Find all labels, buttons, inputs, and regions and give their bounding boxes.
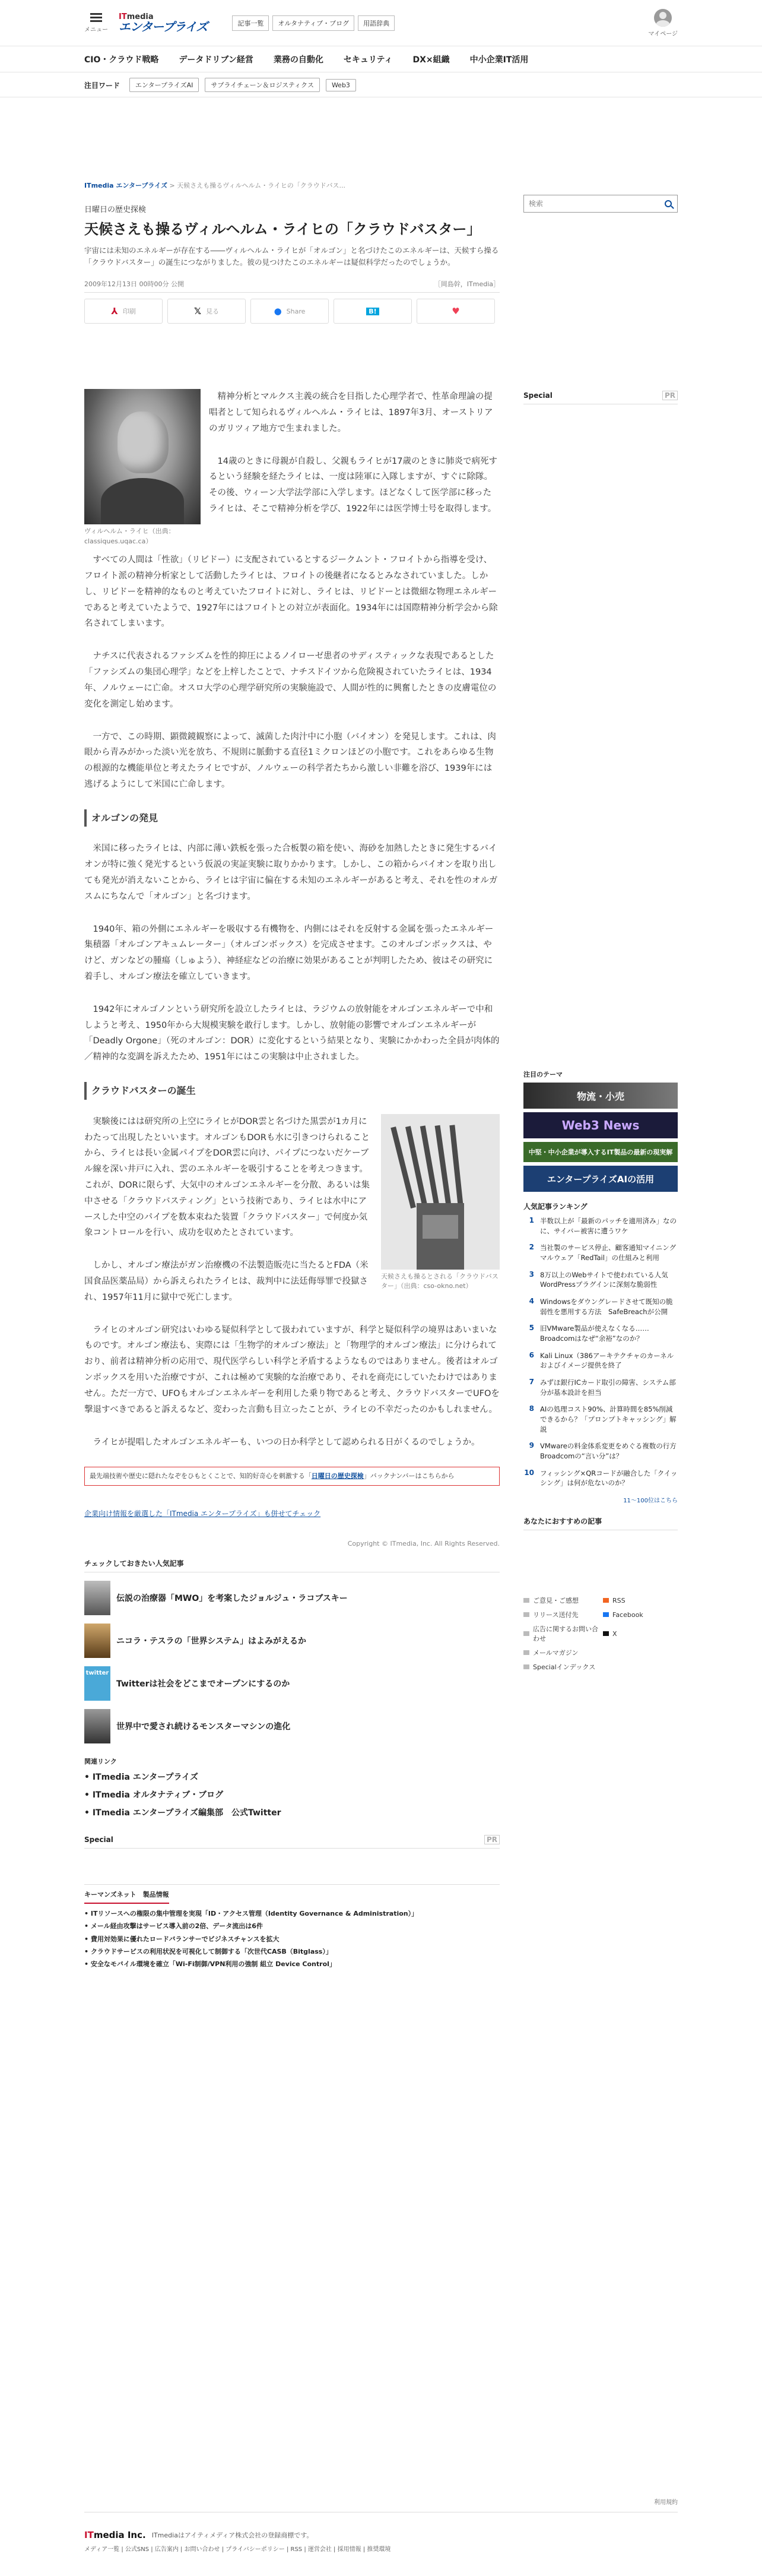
nav-dx[interactable]: DX×組織 <box>412 55 450 65</box>
print-button[interactable]: ⅄ 印刷 <box>84 299 163 324</box>
paragraph-8: 1942年にオルゴノンという研究所を設立したライヒは、ラジウムの放射能をオルゴンエネルギーで中和しようと考え、1950年から大規模実験を敢行します。しかし、放射能の影響でオルゴンエネルギーが「Deadly Orgone」（死のオルゴン：DOR）に変化するという結果となり、実験にかかわった全員が肉体的／精神的な変調を訴えたため、1951年にはこの実験は中止されました。 <box>84 1004 500 1062</box>
pdf-icon: ⅄ <box>111 306 118 317</box>
release-link[interactable]: リリース送付先 <box>523 1610 598 1619</box>
keymans-item[interactable]: • ITリソースへの権限の集中管理を実現「ID・アクセス管理（Identity Governance & Administration）」 <box>84 1910 500 1918</box>
paragraph-10: しかし、オルゴン療法がガン治療機の不法製造販売に当たるとFDA（米国食品医薬品局）から訴えられたライヒは、裁判中に法廷侮辱罪で投獄され、1957年11月に獄中で死亡します。 <box>84 1261 369 1302</box>
ranking-item[interactable]: 5 旧VMware製品が使えなくなる……Broadcomはなぜ“余裕”なのか？ <box>529 1324 649 1343</box>
top-link-glossary[interactable]: 用語辞典 <box>358 15 395 31</box>
popular-articles-title: チェックしておきたい人気記事 <box>84 1558 500 1572</box>
pr-badge: PR <box>662 391 678 400</box>
site-logo[interactable] <box>119 13 207 33</box>
paragraph-1: 精神分析とマルクス主義の統合を目指した心理学者で、性革命理論の提唱者として知られるヴィルヘルム・ライヒは、1897年3月、オーストリアのガリツィア地方で生まれました。 <box>209 392 493 433</box>
main-nav <box>0 46 762 72</box>
breadcrumb-current: > 天候さえも操るヴィルヘルム・ライヒの「クラウドバス... <box>167 182 346 189</box>
series-note: 最先端技術や歴史に隠れたなぞをひもとくことで、知的好奇心を刺激する「日曜日の歴史探検」バックナンバーはこちらから <box>84 1467 500 1486</box>
popular-item[interactable]: 世界中で愛され続けるモンスターマシンの進化 <box>84 1709 500 1743</box>
paragraph-6: 米国に移ったライヒは、内部に薄い鉄板を張った合板製の箱を使い、海砂を加熱したときに発生するバイオンが特に強く発光するという仮説の実証実験に取りかかります。しかし、この箱からバイオンを取り出しても発光が消えないことから、ライヒは宇宙に偏在する未知のエネルギーがあると考え、それを性のオルガスムにちなんで「オルゴン」と名づけます。 <box>84 844 498 901</box>
chip-enterprise-ai[interactable]: エンタープライズAI <box>129 78 199 92</box>
logo-itmedia: ITmedia <box>119 12 154 21</box>
search-box <box>523 195 678 213</box>
ranking-title: 人気記事ランキング <box>523 1202 588 1211</box>
article-lead: 宇宙には未知のエネルギーが存在する――ヴィルヘルム・ライヒが「オルゴン」と名づけたこのエネルギーは、天候すら操る「クラウドバスター」の誕生につながりました。彼の見つけたこのエネルギーは疑似科学だったのでしょうか。 <box>84 246 499 267</box>
popular-thumbnail <box>84 1581 110 1615</box>
footer-brand <box>84 2530 678 2540</box>
twitter-thumbnail: twitter <box>84 1666 110 1701</box>
facebook-link[interactable]: Facebook <box>603 1610 678 1619</box>
x-share-button[interactable]: 𝕏 見る <box>167 299 246 324</box>
keymans-net-box <box>84 1884 500 1969</box>
figure-caption-reich: ヴィルヘルム・ライヒ（出典：classiques.uqac.ca） <box>84 527 175 545</box>
footer-links[interactable]: メディア一覧 | 公式SNS | 広告案内 | お問い合わせ | プライバシーポリシー | RSS | 運営会社 | 採用情報 | 推奨環境 <box>84 2546 391 2553</box>
pr-badge: PR <box>484 1835 500 1844</box>
ranking-item[interactable]: 10 フィッシング×QRコードが融合した「クイッシング」は何が危ないのか？ <box>524 1468 678 1488</box>
related-links-title: 関連リンク <box>84 1757 117 1765</box>
mypage-button[interactable] <box>648 9 678 37</box>
popular-thumbnail <box>84 1624 110 1658</box>
rss-icon <box>603 1598 609 1603</box>
enterprise-check-link[interactable]: 企業向け情報を厳選した「ITmedia エンタープライズ」も併せてチェック <box>84 1509 321 1518</box>
related-link-item[interactable]: • ITmedia エンタープライズ <box>84 1771 500 1783</box>
banner-web3[interactable]: Web3 News <box>523 1112 678 1138</box>
feedback-link[interactable]: ご意見・ご感想 <box>523 1596 598 1605</box>
nav-security[interactable]: セキュリティ <box>343 55 393 65</box>
sidebar <box>523 97 684 1973</box>
related-link-item[interactable]: • ITmedia オルタナティブ・ブログ <box>84 1789 500 1800</box>
top-header <box>0 0 762 46</box>
paragraph-5: 一方で、この時期、顕微鏡観察によって、滅菌した肉汁中に小胞（バイオン）を発見します。これは、肉眼から青みがかった淡い光を放ち、不規則に脈動する直径1ミクロンほどの小胞です。これをあらゆる生物の根源的な機能単位と考えたライヒですが、ノルウェーの科学者たちから激しい非難を浴び、1939年には逃げるようにして米国に亡命します。 <box>84 732 496 789</box>
paragraph-12: ライヒが提唱したオルゴンエネルギーも、いつの日か科学として認められる日がくるのでしょうか。 <box>93 1437 480 1447</box>
x-link[interactable]: X <box>603 1624 678 1643</box>
pocket-icon: ♥ <box>452 306 460 317</box>
nav-smb[interactable]: 中小企業IT活用 <box>469 55 529 65</box>
keymans-item[interactable]: • 費用対効果に優れたロードバランサーでビジネスチャンスを拡大 <box>84 1935 500 1944</box>
keymans-item[interactable]: • クラウドサービスの利用状況を可視化して制御する「次世代CASB（Bitglass）」 <box>84 1948 500 1956</box>
search-input[interactable] <box>524 195 659 212</box>
search-button[interactable] <box>659 195 677 212</box>
figure-caption-cloudbuster: 天候さえも操るとされる「クラウドバスター」（出典：cso-okno.net） <box>381 1272 499 1290</box>
banner-smb-it[interactable]: 中堅・中小企業が導入するIT製品の最新の現実解 <box>523 1142 678 1162</box>
paragraph-4: ナチスに代表されるファシズムを性的抑圧によるノイローゼ患者のサディスティックな表現であるとした「ファシズムの集団心理学」などを上梓したことで、ナチスドイツから危険視されていたライヒは、1934年、ノルウェーに亡命。オスロ大学の心理学研究所の実験施設で、人間が性的に興奮したときの皮膚電位の変化を測定し始めます。 <box>84 651 497 709</box>
x-icon: 𝕏 <box>193 306 202 317</box>
keymans-item[interactable]: • 安全なモバイル環境を確立「Wi-Fi制御/VPN利用の強制 組立 Device Control」 <box>84 1960 500 1969</box>
square-icon <box>523 1598 529 1603</box>
theme-title: 注目のテーマ <box>523 1071 563 1078</box>
reich-portrait-image <box>84 389 201 524</box>
section-heading-cloudbuster: クラウドバスターの誕生 <box>84 1082 500 1100</box>
paragraph-7: 1940年、箱の外側にエネルギーを吸収する有機物を、内側にはそれを反射する金属を張ったエネルギー集積器「オルゴンアキュムレーター」（オルゴンボックス）を完成させます。このオルゴンボックスは、やけど、ガンなどの腫瘍（しゅよう）、神経症などの治療に効果があることが判明したため、彼はその研究に着手し、オルゴン療法を確立していきます。 <box>84 924 494 982</box>
pocket-share-button[interactable] <box>417 299 495 324</box>
ranking-item[interactable]: 1 半数以上が「最新のパッチを適用済み」なのに、サイバー被害に遭うワケ <box>529 1216 677 1235</box>
chip-supply-chain[interactable]: サプライチェーン＆ロジスティクス <box>205 78 320 92</box>
footer-description: ITmediaはアイティメディア株式会社の登録商標です。 <box>151 2531 313 2539</box>
square-icon <box>523 1650 529 1655</box>
cloudbuster-image <box>381 1114 500 1270</box>
top-links <box>232 15 395 31</box>
ranking-more-link[interactable]: 11～100位はこちら <box>623 1498 678 1505</box>
section-heading-orgone: オルゴンの発見 <box>84 809 500 827</box>
terms-link[interactable]: 利用規約 <box>654 2499 678 2506</box>
article-title: 天候さえも操るヴィルヘルム・ライヒの「クラウドバスター」 <box>84 221 481 238</box>
special-side-header: Special PR <box>523 391 678 404</box>
special-main-header: Special PR <box>84 1835 500 1849</box>
ranking-item[interactable]: 9 VMwareの料金体系変更をめぐる複数の行方 Broadcomの“言い分”は？ <box>529 1441 684 1461</box>
related-link-item[interactable]: • ITmedia エンタープライズ編集部 公式Twitter <box>84 1806 500 1818</box>
popular-item[interactable]: twitter Twitterは社会をどこまでオープンにするのか <box>84 1666 500 1701</box>
logo-enterprise: エンタープライズ <box>119 20 208 34</box>
chip-web3[interactable]: Web3 <box>326 79 356 91</box>
ranking-item[interactable]: 7 みずほ銀行ICカード取引の障害、システム部分が基本設計を担当 <box>529 1378 676 1397</box>
figure-cloudbuster <box>381 1114 500 1292</box>
keymans-title: キーマンズネット 製品情報 <box>84 1890 169 1904</box>
keymans-item[interactable]: • メール経由攻撃はサービス導入前の2倍、データ流出は6件 <box>84 1922 500 1931</box>
banner-logistics[interactable]: 物流・小売 <box>523 1083 678 1109</box>
facebook-share-button[interactable]: ● Share <box>250 299 329 324</box>
paragraph-3: すべての人間は「性欲」（リビドー）に支配されているとするジークムント・フロイトから指導を受け、フロイト派の精神分析家として活動したライヒは、フロイトの後継者になるとみなされていました。しかし、リビドーを精神的なものと考えていたフロイトに対し、ライヒは、リビドーとは微細な物理エネルギーであると考えていたようで、1927年にはフロイトとの対立が表面化。1934年には国際精神分析学会から除名されてしまいます。 <box>84 555 498 629</box>
chips-label: 注目ワード <box>84 81 120 90</box>
mypage-label: マイページ <box>648 30 678 37</box>
popular-item[interactable]: ニコラ・テスラの「世界システム」はよみがえるか <box>84 1624 500 1658</box>
nav-cio[interactable]: CIO・クラウド戦略 <box>84 55 159 65</box>
main-column <box>84 97 500 1973</box>
paragraph-2: 14歳のときに母親が自殺し、父親もライヒが17歳のときに肺炎で病死するという経験を経たライヒは、一度は陸軍に入隊しますが、すぐに除隊。その後、ウィーン大学法学部に入学します。ほどなくして医学部に移ったライヒは、そこで精神分析を学び、1922年には医学博士号を取得します。 <box>209 456 497 514</box>
series-backnumber-link[interactable]: 日曜日の歴史探検 <box>311 1472 364 1480</box>
ad-inquiry-link[interactable]: 広告に関するお問い合わせ <box>523 1624 598 1643</box>
article-meta <box>84 279 500 293</box>
x-icon <box>603 1631 609 1636</box>
keymans-list <box>84 1910 500 1969</box>
ranking-item[interactable]: 6 Kali Linux（386アーキテクチャのカーネルおよびイメージ提供を終了 <box>529 1350 674 1370</box>
paragraph-11: ライヒのオルゴン研究はいわゆる疑似科学として扱われていますが、科学と疑似科学の境界はあいまいなものです。オルゴン療法も、実際には「生物学的オルゴン療法」と「物理学的オルゴン療法」に分けられており、前者は精神分析の応用で、現代医学らしい科学と矛盾するようなものではありません。後者はオルゴンボックスを用いた治療ですが、これは極めて実験的な治療であり、それを商売にしていたわけではありません。ただ一方で、UFOもオルゴンエネルギーを利用した乗り物であると考え、クラウドバスターでUFOを撃退すべきであると訴えるなど、変わった言動も目立ったことが、ライヒの不幸だったのかもしれません。 <box>84 1325 500 1414</box>
rss-link[interactable]: RSS <box>603 1596 678 1605</box>
footer <box>0 2499 762 2553</box>
footer-logo[interactable]: ITmedia Inc. <box>84 2530 146 2540</box>
ranking-item[interactable]: 3 8万以上のWebサイトで使われている人気WordPressプラグインに深刻な脆弱性 <box>529 1270 668 1289</box>
series-kicker: 日曜日の歴史探検 <box>84 205 147 214</box>
publish-date: 2009年12月13日 00時00分 公開 <box>84 280 184 289</box>
menu-button[interactable] <box>84 13 108 33</box>
ranking-list <box>523 1216 684 1488</box>
menu-label: メニュー <box>84 26 108 33</box>
byline: ［岡島幹，ITmedia］ <box>434 280 500 289</box>
hamburger-icon <box>90 13 102 22</box>
banner-enterprise-ai[interactable]: エンタープライズAIの活用 <box>523 1166 678 1192</box>
search-icon <box>665 200 672 207</box>
copyright: Copyright © ITmedia, Inc. All Rights Reserved. <box>347 1539 500 1548</box>
facebook-icon: ● <box>274 306 282 317</box>
ranking-item[interactable]: 4 Windowsをダウングレードさせて既知の脆弱性を悪用する方法 SafeBreachが公開 <box>529 1297 673 1316</box>
top-link-articles[interactable]: 記事一覧 <box>232 15 269 31</box>
sidebar-links <box>523 1596 678 1672</box>
breadcrumb <box>84 181 500 190</box>
square-icon <box>523 1664 529 1669</box>
top-link-blog[interactable]: オルタナティブ・ブログ <box>272 15 354 31</box>
square-icon <box>523 1631 529 1636</box>
keyword-chips <box>0 72 762 97</box>
nav-automation[interactable]: 業務の自動化 <box>273 55 323 65</box>
special-index-link[interactable]: Specialインデックス <box>523 1662 598 1672</box>
facebook-icon <box>603 1612 609 1617</box>
nav-data-driven[interactable]: データドリブン経営 <box>179 55 253 65</box>
ranking-item[interactable]: 2 当社製のサービス停止、顧客通知マイニングマルウェア「RedTail」の仕組みと利用 <box>529 1243 677 1262</box>
paragraph-9: 実験後にはは研究所の上空にライヒがDOR雲と名づけた黒雲が1カ月にわたって出現したといいます。オルゴンもDORも水に引きつけられることから、ライヒは長い金属パイプをDOR雲に向け、パイプにつないだケーブル線を深い井戸に入れ、雲のエネルギーを吸引することを考えつきます。これが、DORに限らず、大気中のオルゴンエネルギーを分散、あるいは集中させる「クラウドバスティング」という技術であり、ライヒは水中にアースした中空のパイプを数本束ねた装置「クラウドバスター」で何度か気象コントロールを行い、成功を収めたとされています。 <box>84 1116 370 1238</box>
related-links <box>84 1771 500 1818</box>
hatena-icon: B! <box>366 308 379 315</box>
hatena-share-button[interactable] <box>334 299 412 324</box>
ranking-item[interactable]: 8 AIの処理コスト90%、計算時間を85%削減できるから？「プロンプトキャッシング」解説 <box>529 1404 677 1433</box>
newsletter-link[interactable]: メールマガジン <box>523 1648 598 1657</box>
figure-reich <box>84 389 201 546</box>
share-bar <box>84 299 500 324</box>
breadcrumb-site[interactable]: ITmedia エンタープライズ <box>84 182 167 189</box>
your-news-header: あなたにおすすめの記事 <box>523 1516 678 1530</box>
popular-item[interactable]: 伝説の治療器「MWO」を考案したジョルジュ・ラコブスキー <box>84 1581 500 1615</box>
theme-block <box>523 1069 678 1192</box>
user-icon <box>654 9 672 27</box>
article-body <box>84 389 500 1450</box>
square-icon <box>523 1612 529 1617</box>
popular-thumbnail <box>84 1709 110 1743</box>
